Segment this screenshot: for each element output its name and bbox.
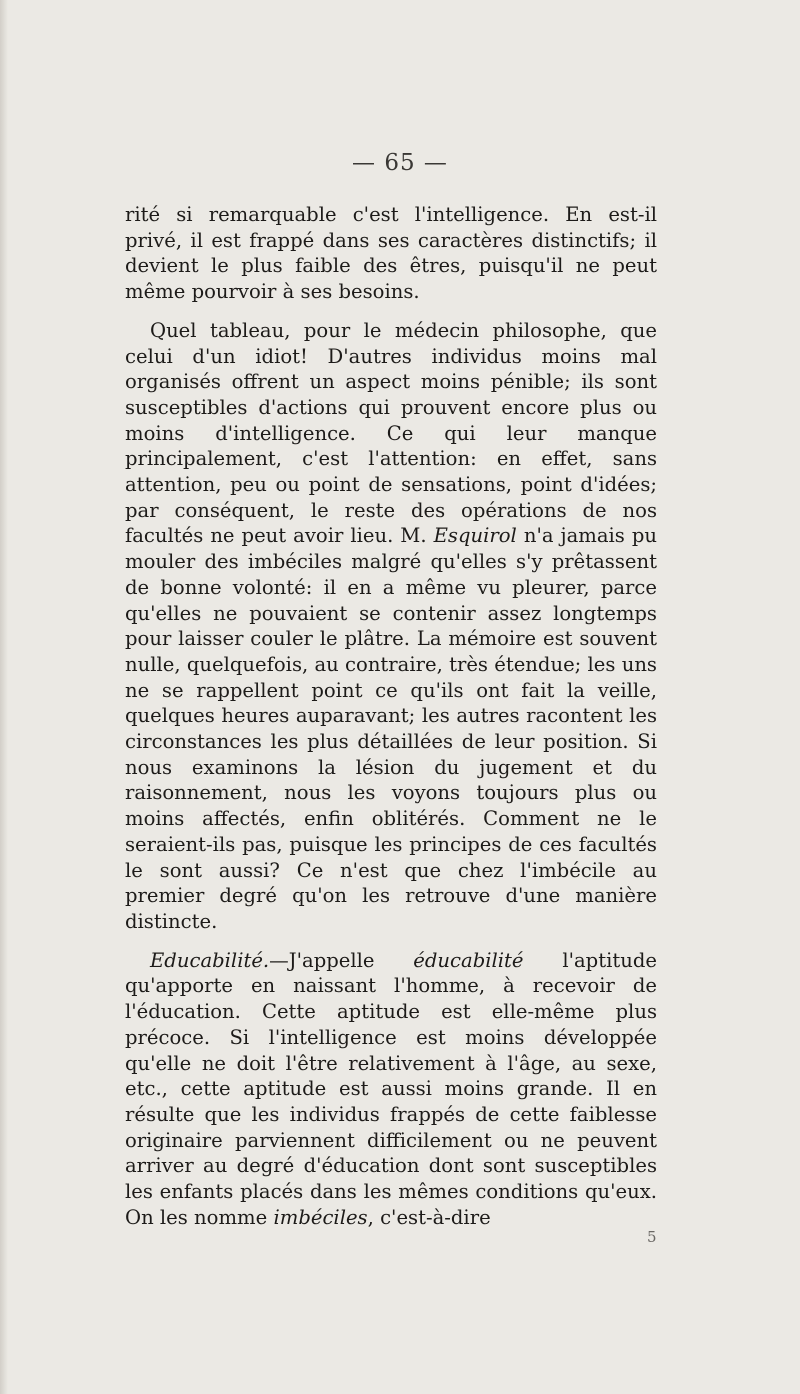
paragraph-3: [125, 948, 657, 1231]
term-educabilite: éducabilité: [413, 948, 524, 972]
paragraph-2: [125, 318, 657, 935]
paragraph-2-text-a: Quel tableau, pour le médecin philosophe, que celui d'un idiot! D'autres individus moins mal organisés offrent un aspect moins pénible; ils sont susceptibles d'actions qui prouvent encore plus ou moins d'intelligence. Ce qui leur manque principalement, c'est l'attention: en effet, sans attention, peu ou point de sensations, point d'idées; par conséquent, le reste des opérations de nos facultés ne peut avoir lieu. M.: [125, 318, 657, 548]
paragraph-3-text-a: —J'appelle: [269, 948, 414, 972]
signature-mark: 5: [647, 1228, 657, 1246]
term-imbeciles: imbéciles: [273, 1205, 368, 1229]
page-edge-shadow: [0, 0, 8, 1394]
paragraph-1: rité si remarquable c'est l'intelligence. En est-il privé, il est frappé dans ses caractères distinctifs; il devient le plus faible des êtres, puisqu'il ne peut même pourvoir à ses besoins.: [125, 203, 657, 304]
paragraph-3-text-c: , c'est-à-dire: [367, 1205, 491, 1229]
paragraph-3-text-b: l'aptitude qu'apporte en naissant l'homme, à recevoir de l'éducation. Cette aptitude est elle-même plus précoce. Si l'intelligence est moins développée qu'elle ne doit l'être relativement à l'âge, au sexe, etc., cette aptitude est aussi moins grande. Il en résulte que les individus frappés de cette faiblesse originaire parviennent difficilement ou ne peuvent arriver au degré d'éducation dont sont susceptibles les enfants placés dans les mêmes conditions qu'eux. On les nomme: [125, 948, 657, 1229]
paragraph-2-text-b: n'a jamais pu mouler des imbéciles malgré qu'elles s'y prêtassent de bonne volonté: il en a même vu pleurer, parce qu'elles ne pouvaient se contenir assez longtemps pour laisser couler le plâtre. La mémoire est souvent nulle, quelquefois, au contraire, très étendue; les uns ne se rappellent point ce qu'ils ont fait la veille, quelques heures auparavant; les autres racontent les circonstances les plus détaillées de leur position. Si nous examinons la lésion du jugement et du raisonnement, nous les voyons toujours plus ou moins affectés, enfin oblitérés. Comment ne le seraient-ils pas, puisque les principes de ces facultés le sont aussi? Ce n'est que chez l'imbécile au premier degré qu'on les retrouve d'une manière distincte.: [125, 524, 658, 933]
section-heading-educabilite: Educabilité.: [150, 948, 270, 972]
body-text: [125, 202, 657, 1230]
page-number: — 65 —: [352, 150, 448, 176]
author-name-esquirol: Esquirol: [433, 524, 517, 548]
